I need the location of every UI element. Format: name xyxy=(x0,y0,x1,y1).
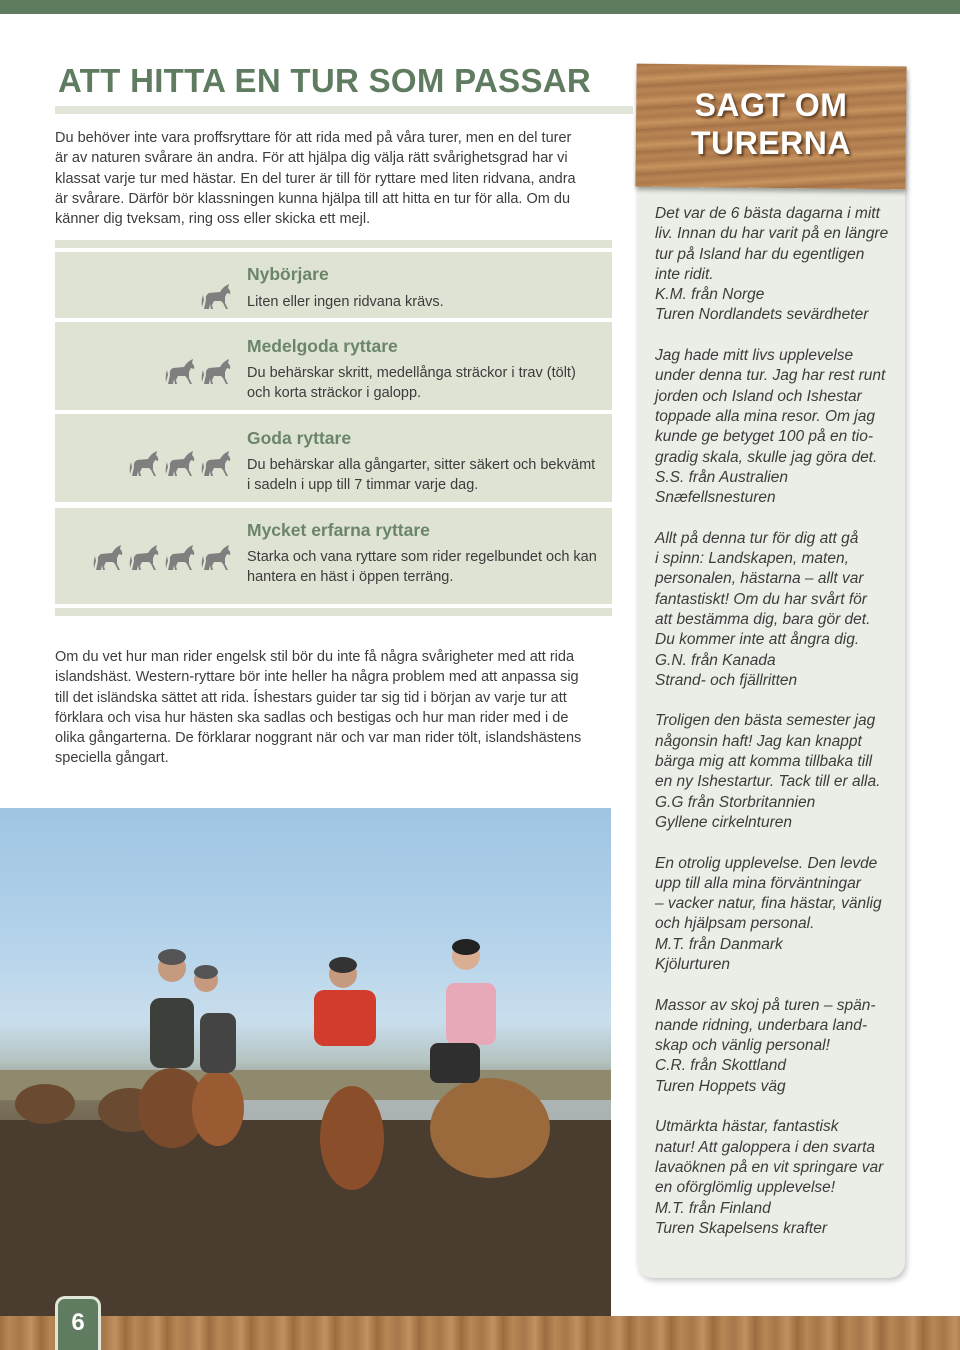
page-number-tab xyxy=(55,1296,101,1350)
horse-rating xyxy=(164,358,232,386)
testimonial-line: Du kommer inte att ångra dig. xyxy=(655,631,860,649)
testimonial-line: Turen Nordlandets sevärdheter xyxy=(655,306,869,324)
testimonial-line: toppade alla mina resor. Om jag xyxy=(655,407,875,425)
testimonial-line: En otrolig upplevelse. Den levde xyxy=(655,854,878,872)
testimonial-line: Troligen den bästa semester jag xyxy=(655,712,876,730)
testimonial-line: någonsin haft! Jag kan knappt xyxy=(655,732,862,750)
level-name: Nybörjare xyxy=(247,264,329,284)
level-desc: Du behärskar alla gångarter, sitter säkert och bekvämt i sadeln i upp till 7 timmar varje dag. xyxy=(247,457,596,494)
testimonial xyxy=(655,711,895,833)
title-rule xyxy=(55,106,633,114)
intro-paragraph xyxy=(55,128,610,229)
testimonial-line: en ny Ishestartur. Tack till er alla. xyxy=(655,773,881,791)
horse-icon xyxy=(164,450,196,478)
level-name: Mycket erfarna ryttare xyxy=(247,520,430,540)
top-band xyxy=(0,0,960,14)
testimonial-line: Utmärkta hästar, fantastisk xyxy=(655,1118,839,1136)
testimonial-line: Massor av skoj på turen – spän- xyxy=(655,996,876,1014)
testimonial-line: G.N. från Kanada xyxy=(655,651,776,669)
testimonial-line: Turen Hoppets väg xyxy=(655,1077,786,1095)
testimonial-line: – vacker natur, fina hästar, vänlig xyxy=(655,895,882,913)
testimonial-line: Strand- och fjällritten xyxy=(655,671,798,689)
testimonial-line: och hjälpsam personal. xyxy=(655,915,815,933)
horse-icon xyxy=(128,450,160,478)
rider-pink xyxy=(430,939,550,1178)
outro-line: speciella gångart. xyxy=(55,750,169,767)
outro-line: islandshäst. Western-ryttare bör inte heller ha några problem med att anpassa sig xyxy=(55,669,579,686)
testimonial xyxy=(655,529,895,691)
testimonial-line: Allt på denna tur för dig att gå xyxy=(655,529,859,547)
photo-scene xyxy=(0,808,611,1316)
horse-icon xyxy=(200,283,232,311)
testimonial-line: upp till alla mina förväntningar xyxy=(655,874,861,892)
horse-icon xyxy=(200,544,232,572)
difficulty-levels xyxy=(55,240,612,618)
testimonial-line: kunde ge betyget 100 på en tio- xyxy=(655,428,874,446)
horse-rating xyxy=(92,544,232,572)
testimonial-line: lavaöknen på en vit springare var xyxy=(655,1158,884,1176)
testimonial-line: tur på Island har du egentligen xyxy=(655,245,865,263)
level-good xyxy=(55,414,612,502)
testimonial-line: Jag hade mitt livs upplevelse xyxy=(655,347,854,365)
sidebar-title-line: TURERNA xyxy=(691,125,851,161)
testimonial xyxy=(655,1117,895,1239)
testimonial-line: S.S. från Australien xyxy=(655,468,788,486)
outro-line: förklara och visa hur hästen ska sadlas och bestigas och hur man rider med i de xyxy=(55,709,569,726)
horse-icon xyxy=(92,544,124,572)
testimonial-line: Turen Skapelsens krafter xyxy=(655,1219,828,1237)
intro-line: är av naturen svårare än andra. För att hjälpa dig välja rätt svårighetsgrad har vi xyxy=(55,150,568,167)
sidebar-title xyxy=(636,86,906,162)
testimonial-line: C.R. från Skottland xyxy=(655,1057,786,1075)
testimonial-line: att bestämma dig, bara gör det. xyxy=(655,610,871,628)
bottom-wood-band xyxy=(0,1316,960,1350)
horse-icon xyxy=(200,358,232,386)
level-experienced xyxy=(55,508,612,604)
levels-bottom-strip xyxy=(55,608,612,616)
level-name: Goda ryttare xyxy=(247,428,352,448)
testimonial-line: M.T. från Danmark xyxy=(655,935,783,953)
intro-line: känner dig tveksam, ring oss eller skicka ett mejl. xyxy=(55,211,371,228)
testimonial-line: personalen, hästarna – allt var xyxy=(655,570,864,588)
testimonial-line: G.G från Storbritannien xyxy=(655,793,816,811)
horse-icon xyxy=(128,544,160,572)
outro-line: Om du vet hur man rider engelsk stil bör du inte få några svårigheter med att rida xyxy=(55,649,575,665)
page-title: ATT HITTA EN TUR SOM PASSAR xyxy=(58,62,592,99)
outro-line: till det isländska sättet att rida. Íshestars guider tar sig tid i början av varje tur att xyxy=(55,689,567,706)
testimonial-line: Kjölurturen xyxy=(655,955,730,973)
outro-line: olika gångarterna. De förklarar noggrant när och var man rider tölt, islandshästens xyxy=(55,730,582,747)
testimonial-line: nande ridning, underbara land- xyxy=(655,1016,867,1034)
testimonial-line: natur! Att galoppera i den svarta xyxy=(655,1138,876,1156)
testimonial-line: i spinn: Landskapen, maten, xyxy=(655,550,849,568)
intro-line: Du behöver inte vara proffsryttare för att rida med på våra turer, men en del turer xyxy=(55,130,572,146)
testimonial-line: Snæfellsnesturen xyxy=(655,489,776,507)
testimonial-line: skap och vänlig personal! xyxy=(655,1037,830,1055)
horse-icon xyxy=(164,358,196,386)
level-beginner xyxy=(55,252,612,318)
testimonial-line: fantastiskt! Om du har svårt för xyxy=(655,590,867,608)
levels-top-strip xyxy=(55,240,612,248)
horse-icon xyxy=(164,544,196,572)
testimonial-line: en oförglömlig upplevelse! xyxy=(655,1179,836,1197)
horse-rating xyxy=(200,283,232,311)
testimonial-line: bärga mig att komma tillbaka till xyxy=(655,753,873,771)
testimonial-line: K.M. från Norge xyxy=(655,286,765,304)
testimonial-list xyxy=(655,204,895,1259)
level-name: Medelgoda ryttare xyxy=(247,336,398,356)
testimonial-line: jorden och Island och Ishestar xyxy=(655,387,862,405)
testimonial-line: under denna tur. Jag har rest runt xyxy=(655,367,886,385)
page-number: 6 xyxy=(71,1309,85,1336)
level-intermediate xyxy=(55,322,612,410)
level-desc: Du behärskar skritt, medellånga sträckor i trav (tölt) och korta sträckor i galopp. xyxy=(247,365,576,402)
testimonial-line: Gyllene cirkelnturen xyxy=(655,813,792,831)
testimonial-line: M.T. från Finland xyxy=(655,1199,771,1217)
level-desc: Starka och vana ryttare som rider regelbundet och kan hantera en häst i öppen terräng. xyxy=(247,549,597,586)
horse-rating xyxy=(128,450,232,478)
testimonial-line: gradig skala, skulle jag göra det. xyxy=(655,448,878,466)
horse-riders-photo xyxy=(0,808,611,1316)
testimonial-line: inte ridit. xyxy=(655,265,714,283)
intro-line: klassat varje tur med hästar. En del turer är till för ryttare med liten ridvana, andra xyxy=(55,170,576,187)
level-desc: Liten eller ingen ridvana krävs. xyxy=(247,294,444,310)
testimonial xyxy=(655,346,895,508)
testimonial xyxy=(655,996,895,1097)
testimonial-line: Det var de 6 bästa dagarna i mitt xyxy=(655,205,880,222)
sidebar-title-line: SAGT OM xyxy=(694,87,848,123)
horse-icon xyxy=(200,450,232,478)
testimonial xyxy=(655,204,895,326)
testimonial xyxy=(655,854,895,976)
intro-line: är svårare. Därför bör klassningen kunna hjälpa till att hitta en tur för alla. Om du xyxy=(55,190,571,207)
rider-group-left xyxy=(138,949,244,1148)
testimonial-line: liv. Innan du har varit på en längre xyxy=(655,225,889,243)
outro-paragraph xyxy=(55,647,610,769)
